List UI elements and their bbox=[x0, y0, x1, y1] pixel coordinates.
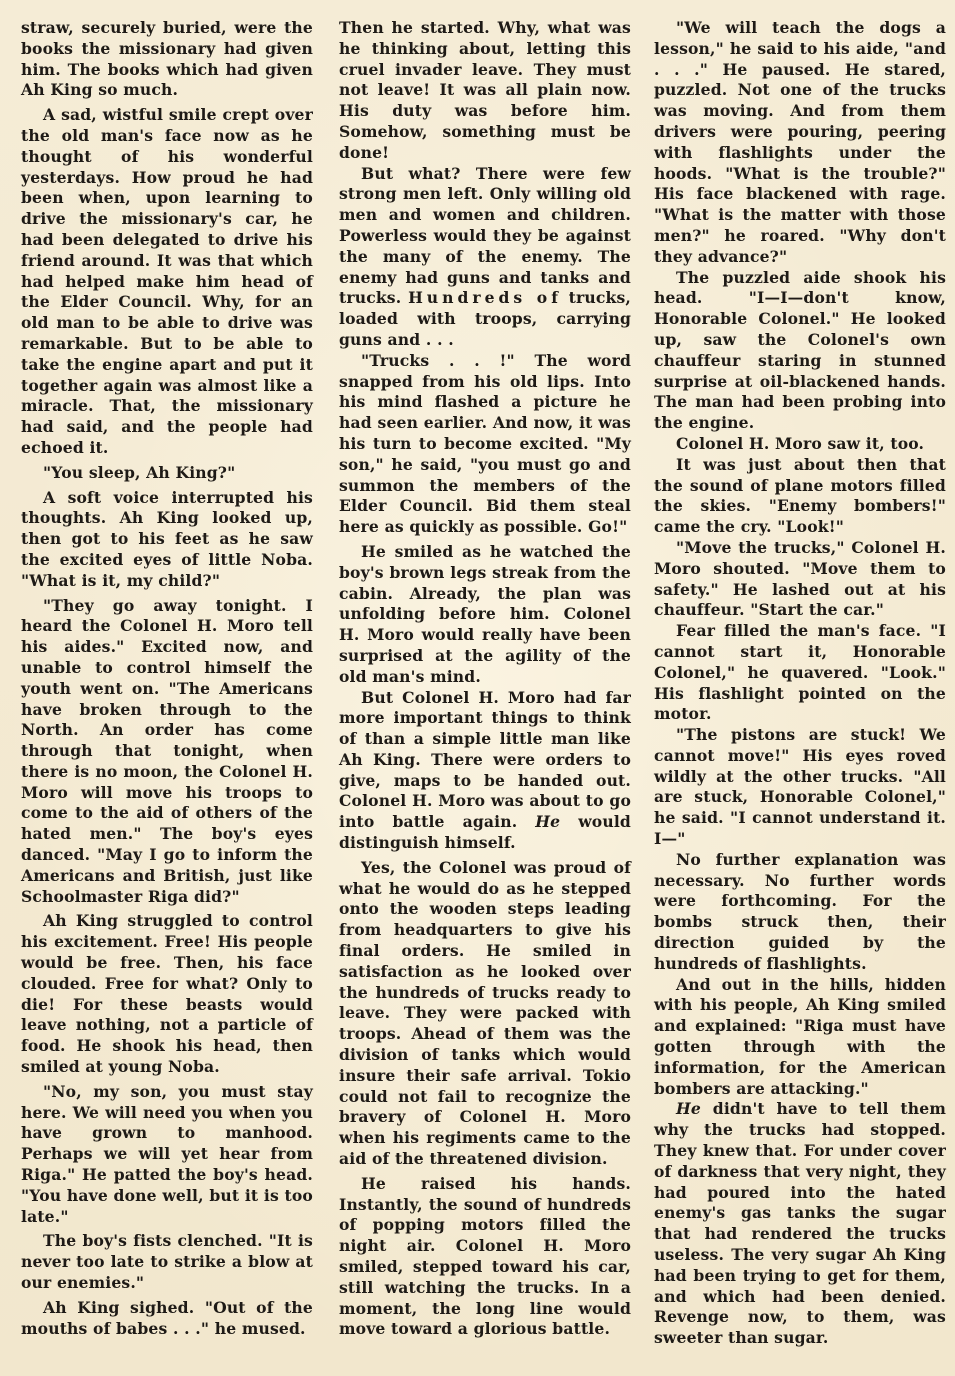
paragraph: "No, my son, you must stay here. We will need you when you have grown to manhood. Perhaps we will yet hear from Riga." He patted the boy's head. "You have done well, but it is too late." bbox=[21, 1081, 313, 1226]
paragraph: No further explanation was necessary. No further words were forthcoming. For the bombs struck then, their direction guided by the hundreds of flashlights. bbox=[654, 849, 946, 973]
paragraph bbox=[654, 1099, 946, 1349]
paragraph: Colonel H. Moro saw it, too. bbox=[676, 433, 925, 453]
paragraph: He raised his hands. Instantly, the sound of hundreds of popping motors filled the night air. Colonel H. Moro smiled, stepped toward his car, still watching the trucks. In a moment, the long line would move toward a glorious battle. bbox=[339, 1173, 631, 1339]
paragraph: "They go away tonight. I heard the Colonel H. Moro tell his aides." Excited now, and unable to control himself the youth went on. "The Americans have broken through to the North. An order has come through that tonight, when there is no moon, the Colonel H. Moro will move his troops to come to the aid of others of the hated men." The boy's eyes danced. "May I go to inform the Americans and British, just like Schoolmaster Riga did?" bbox=[21, 595, 313, 906]
paragraph: "You sleep, Ah King?" bbox=[43, 462, 236, 482]
paragraph: "Trucks . . !" The word snapped from his old lips. Into his mind flashed a picture he had seen earlier. And now, it was his turn to become excited. "My son," he said, "you must go and summon the members of the Elder Council. Bid them steal here as quickly as possible. Go!" bbox=[339, 350, 631, 537]
paragraph: And out in the hills, hidden with his people, Ah King smiled and explained: "Riga must have gotten through with the information, for the American bombers are attacking." bbox=[654, 974, 946, 1098]
text-run: trucks, loaded with troops, carrying guns and . . . bbox=[339, 288, 631, 349]
paragraph bbox=[339, 688, 631, 854]
paragraph: Yes, the Colonel was proud of what he would do as he stepped onto the wooden steps leading from headquarters to give his final orders. He smiled in satisfaction as he looked over the hundreds of trucks ready to leave. They were packed with troops. Ahead of them was the division of tanks which would insure their safe arrival. Tokio could not fail to recognize the bravery of Colonel H. Moro when his regiments came to the aid of the threatened division. bbox=[339, 857, 631, 1169]
emphasis: He bbox=[676, 1099, 701, 1119]
spaced-text: Hundreds of bbox=[408, 288, 562, 308]
paragraph bbox=[339, 164, 631, 351]
text-run: But what? There were few strong men left. Only willing old men and women and children. Powerless would they be against the many of the enemy. The enemy had guns and tanks and trucks. bbox=[339, 163, 631, 308]
paragraph: The puzzled aide shook his head. "I—I—don't know, Honorable Colonel." He looked up, saw the Colonel's own chauffeur staring in stunned surprise at oil-blackened hands. The man had been probing into the engine. bbox=[654, 267, 946, 433]
text-run: But Colonel H. Moro had far more important things to think of than a simple little man like Ah King. There were orders to give, maps to be handed out. Colonel H. Moro was about to go into battle again. bbox=[339, 687, 631, 832]
paragraph: "Move the trucks," Colonel H. Moro shouted. "Move them to safety." He lashed out at his chauffeur. "Start the car." bbox=[654, 537, 946, 620]
text-run: would distinguish himself. bbox=[339, 812, 631, 853]
text-column-2 bbox=[339, 18, 631, 1340]
paragraph: "The pistons are stuck! We cannot move!" His eyes roved wildly at the other trucks. "All are stuck, Honorable Colonel," he said. "I cannot understand it. I—" bbox=[654, 725, 946, 849]
paragraph: Ah King struggled to control his excitement. Free! His people would be free. Then, his face clouded. Free for what? Only to die! For these beasts would leave nothing, not a particle of food. He shook his head, then smiled at young Noba. bbox=[21, 911, 313, 1077]
emphasis: He bbox=[535, 812, 561, 832]
text-column-3 bbox=[654, 18, 946, 1349]
paragraph: Ah King sighed. "Out of the mouths of babes . . ." he mused. bbox=[21, 1297, 313, 1338]
paragraph: A sad, wistful smile crept over the old man's face now as he thought of his wonderful yesterdays. How proud he had been when, upon learning to drive the missionary's car, he had been delegated to drive his friend around. It was that which had helped make him head of the Elder Council. Why, for an old man to be able to drive was remarkable. But to be able to take the engine apart and put it together again was almost like a miracle. That, the missionary had said, and the people had echoed it. bbox=[21, 105, 313, 457]
paragraph: The boy's fists clenched. "It is never too late to strike a blow at our enemies." bbox=[21, 1231, 313, 1293]
paragraph: A soft voice interrupted his thoughts. Ah King looked up, then got to his feet as he saw the excited eyes of little Noba. "What is it, my child?" bbox=[21, 487, 313, 590]
paragraph: It was just about then that the sound of plane motors filled the skies. "Enemy bombers!" came the cry. "Look!" bbox=[654, 454, 946, 537]
paragraph: straw, securely buried, were the books the missionary had given him. The books which had given Ah King so much. bbox=[21, 18, 313, 100]
text-column-1 bbox=[21, 18, 313, 1339]
paragraph: Fear filled the man's face. "I cannot start it, Honorable Colonel," he quavered. "Look." His flashlight pointed on the motor. bbox=[654, 621, 946, 724]
paragraph: Then he started. Why, what was he thinking about, letting this cruel invader leave. They must not leave! It was all plain now. His duty was before him. Somehow, something must be done! bbox=[339, 18, 631, 162]
text-run: didn't have to tell them why the trucks had stopped. They knew that. For under cover of darkness that very night, they had poured into the hated enemy's gas tanks the sugar that had rendered the trucks useless. The very sugar Ah King had been trying to get for them, and which had been denied. Revenge now, to them, was sweeter than sugar. bbox=[654, 1099, 946, 1348]
paragraph: He smiled as he watched the boy's brown legs streak from the cabin. Already, the plan was unfolding before him. Colonel H. Moro would really have been surprised at the agility of the old man's mind. bbox=[339, 541, 631, 686]
paragraph: "We will teach the dogs a lesson," he said to his aide, "and . . ." He paused. He stared, puzzled. Not one of the trucks was moving. And from them drivers were pouring, peering with flashlights under the hoods. "What is the trouble?" His face blackened with rage. "What is the matter with those men?" he roared. "Why don't they advance?" bbox=[654, 18, 946, 266]
